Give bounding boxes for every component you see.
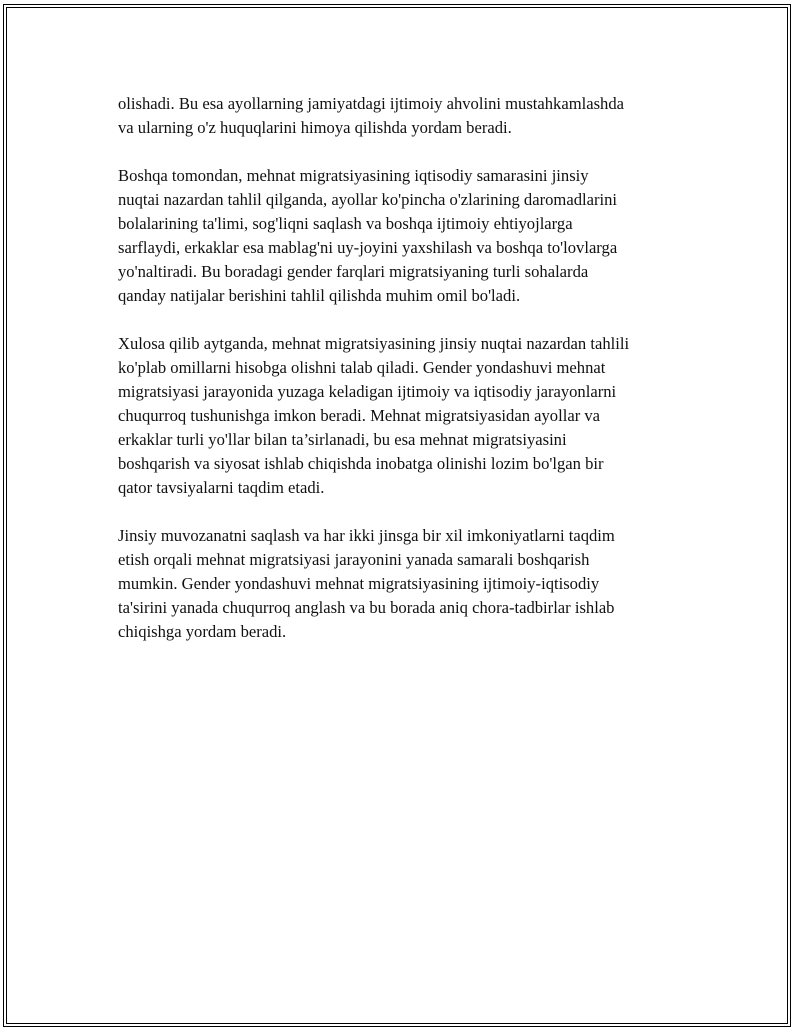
paragraph-1 [118,92,708,140]
text-line: nuqtai nazardan tahlil qilganda, ayollar ko'pincha o'zlarining daromadlarini [118,190,618,209]
text-line: erkaklar turli yo'llar bilan ta’sirlanadi, bu esa mehnat migratsiyasini [118,430,567,449]
text-line: Xulosa qilib aytganda, mehnat migratsiyasining jinsiy nuqtai nazardan tahlili [118,334,630,353]
document-body [118,92,708,668]
text-line: sarflaydi, erkaklar esa mablag'ni uy-joyini yaxshilash va boshqa to'lovlarga [118,238,618,257]
text-line: mumkin. Gender yondashuvi mehnat migratsiyasining ijtimoiy-iqtisodiy [118,574,600,593]
text-line: boshqarish va siyosat ishlab chiqishda inobatga olinishi lozim bo'lgan bir [118,454,604,473]
text-line: ta'sirini yanada chuqurroq anglash va bu borada aniq chora-tadbirlar ishlab [118,598,615,617]
paragraph-3 [118,332,708,500]
text-line: etish orqali mehnat migratsiyasi jarayonini yanada samarali boshqarish [118,550,590,569]
paragraph-4 [118,524,708,644]
text-line: yo'naltiradi. Bu boradagi gender farqlari migratsiyaning turli sohalarda [118,262,589,281]
text-line: qanday natijalar berishini tahlil qilishda muhim omil bo'ladi. [118,286,521,305]
text-line: ko'plab omillarni hisobga olishni talab qiladi. Gender yondashuvi mehnat [118,358,606,377]
text-line: migratsiyasi jarayonida yuzaga keladigan ijtimoiy va iqtisodiy jarayonlarni [118,382,617,401]
text-line: qator tavsiyalarni taqdim etadi. [118,478,325,497]
text-line: bolalarining ta'limi, sog'liqni saqlash va boshqa ijtimoiy ehtiyojlarga [118,214,573,233]
text-line: olishadi. Bu esa ayollarning jamiyatdagi ijtimoiy ahvolini mustahkamlashda [118,94,625,113]
text-line: Boshqa tomondan, mehnat migratsiyasining iqtisodiy samarasini jinsiy [118,166,589,185]
text-line: Jinsiy muvozanatni saqlash va har ikki jinsga bir xil imkoniyatlarni taqdim [118,526,615,545]
text-line: chuqurroq tushunishga imkon beradi. Mehnat migratsiyasidan ayollar va [118,406,601,425]
text-line: chiqishga yordam beradi. [118,622,287,641]
paragraph-2 [118,164,708,308]
text-line: va ularning o'z huquqlarini himoya qilishda yordam beradi. [118,118,512,137]
